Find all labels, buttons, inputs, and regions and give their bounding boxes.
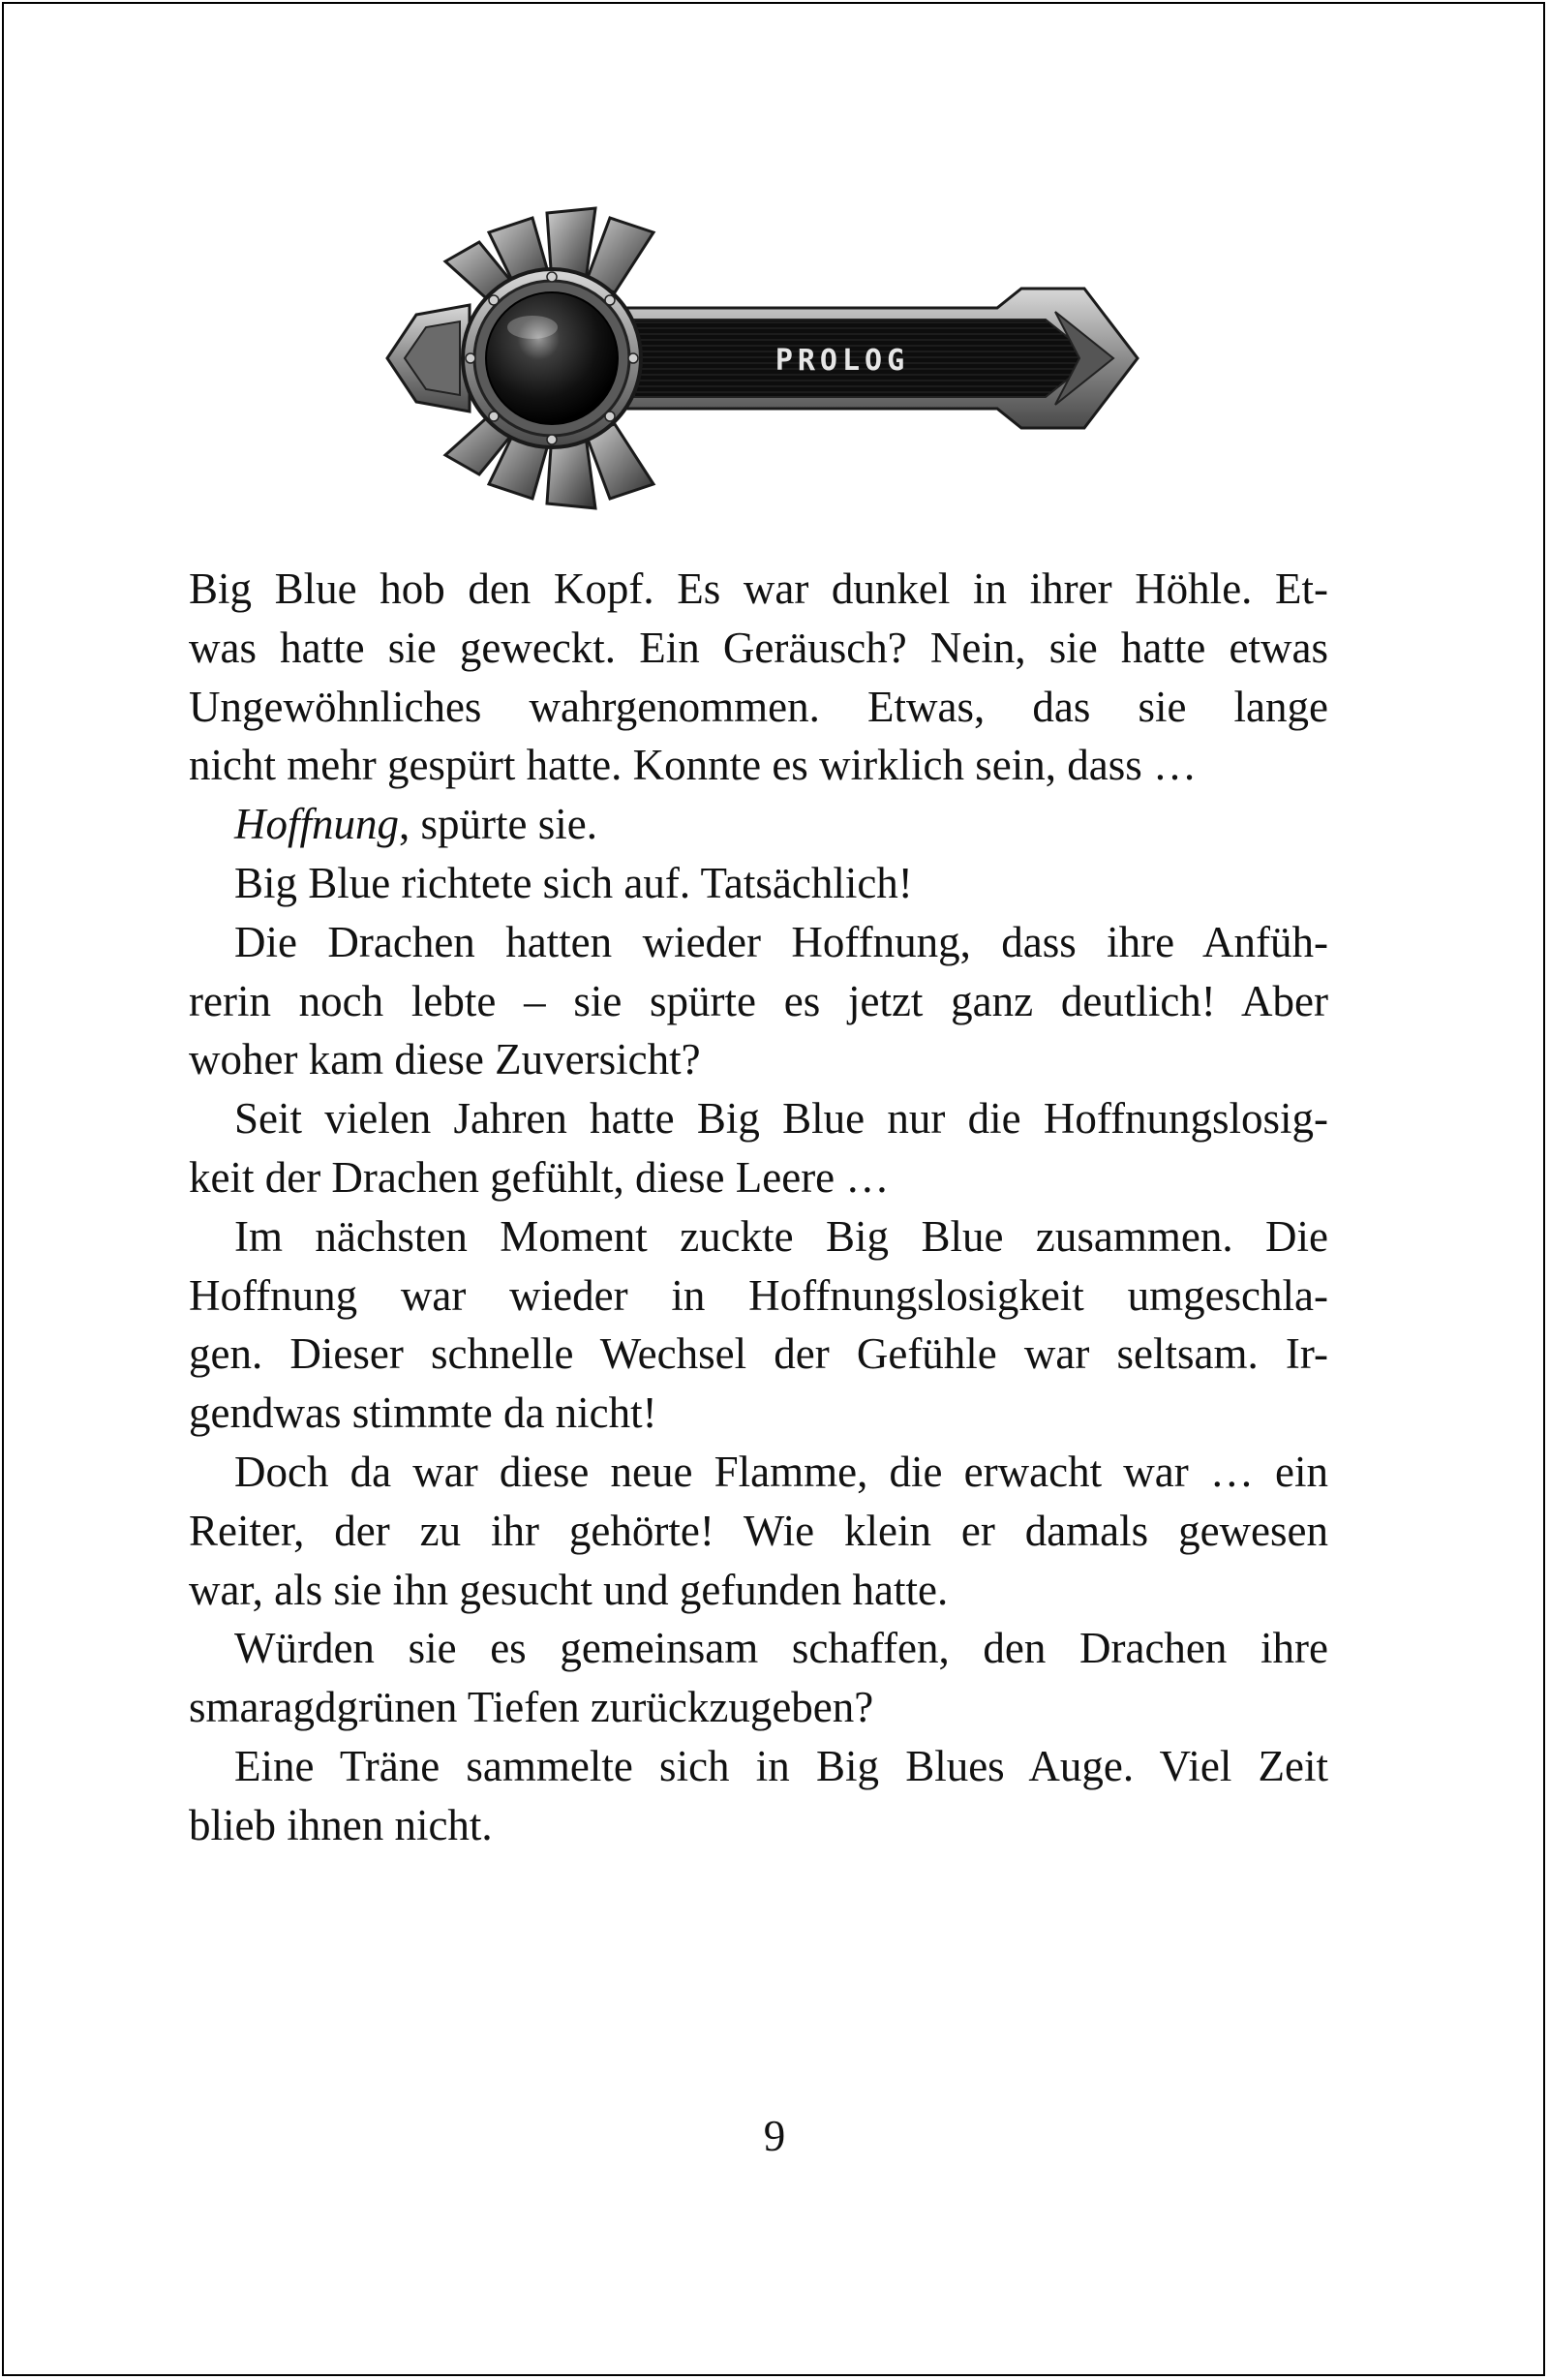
paragraph-3 [189,854,1328,913]
chapter-emblem [378,203,1142,513]
text-line: Eine Träne sammelte sich in Big Blues Auge. Viel Zeit [234,1741,1328,1790]
text-line: Im nächsten Moment zuckte Big Blue zusammen. Die [234,1211,1328,1261]
italic-word: Hoffnung [234,800,400,849]
text-line: nicht mehr gespürt hatte. Konnte es wirklich sein, dass … [189,741,1198,790]
text-line: rerin noch lebte – sie spürte es jetzt ganz deutlich! Aber [189,976,1328,1025]
paragraph-7 [189,1443,1328,1619]
text-line: keit der Drachen gefühlt, diese Leere … [189,1152,890,1202]
text-fragment: , spürte sie. [399,800,597,849]
paragraph-9 [189,1737,1328,1855]
text-line: gen. Dieser schnelle Wechsel der Gefühle war seltsam. Ir- [189,1329,1328,1379]
paragraph-4 [189,913,1328,1089]
text-line: Hoffnung war wieder in Hoffnungslosigkeit umgeschla- [189,1270,1328,1320]
mechanical-orb-emblem-icon [378,203,1142,513]
text-line: woher kam diese Zuversicht? [189,1035,701,1084]
text-line: Würden sie es gemeinsam schaffen, den Drachen ihre [234,1624,1328,1673]
text-line: Reiter, der zu ihr gehörte! Wie klein er damals gewesen [189,1506,1328,1555]
page-number: 9 [763,2112,786,2160]
text-line: blieb ihnen nicht. [189,1800,493,1849]
text-line: Ungewöhnliches wahrgenommen. Etwas, das sie lange [189,682,1328,731]
text-line: Doch da war diese neue Flamme, die erwacht war … ein [234,1447,1328,1496]
text-line: was hatte sie geweckt. Ein Geräusch? Nein, sie hatte etwas [189,623,1328,672]
paragraph-2 [189,795,1328,854]
text-line: gendwas stimmte da nicht! [189,1388,657,1438]
paragraph-1 [189,560,1328,795]
text-line: war, als sie ihn gesucht und gefunden hatte. [189,1565,949,1614]
body-text [189,560,1328,1855]
paragraph-6 [189,1207,1328,1443]
text-line: Seit vielen Jahren hatte Big Blue nur die Hoffnungslosig- [234,1094,1328,1144]
text-line: Big Blue hob den Kopf. Es war dunkel in ihrer Höhle. Et- [189,564,1328,613]
paragraph-5 [189,1089,1328,1207]
text-line: smaragdgrünen Tiefen zurückzugeben? [189,1683,874,1732]
paragraph-8 [189,1619,1328,1737]
text-line: Big Blue richtete sich auf. Tatsächlich! [234,858,913,907]
text-line: Die Drachen hatten wieder Hoffnung, dass ihre Anfüh- [234,917,1328,966]
chapter-title: PROLOG [774,344,910,378]
